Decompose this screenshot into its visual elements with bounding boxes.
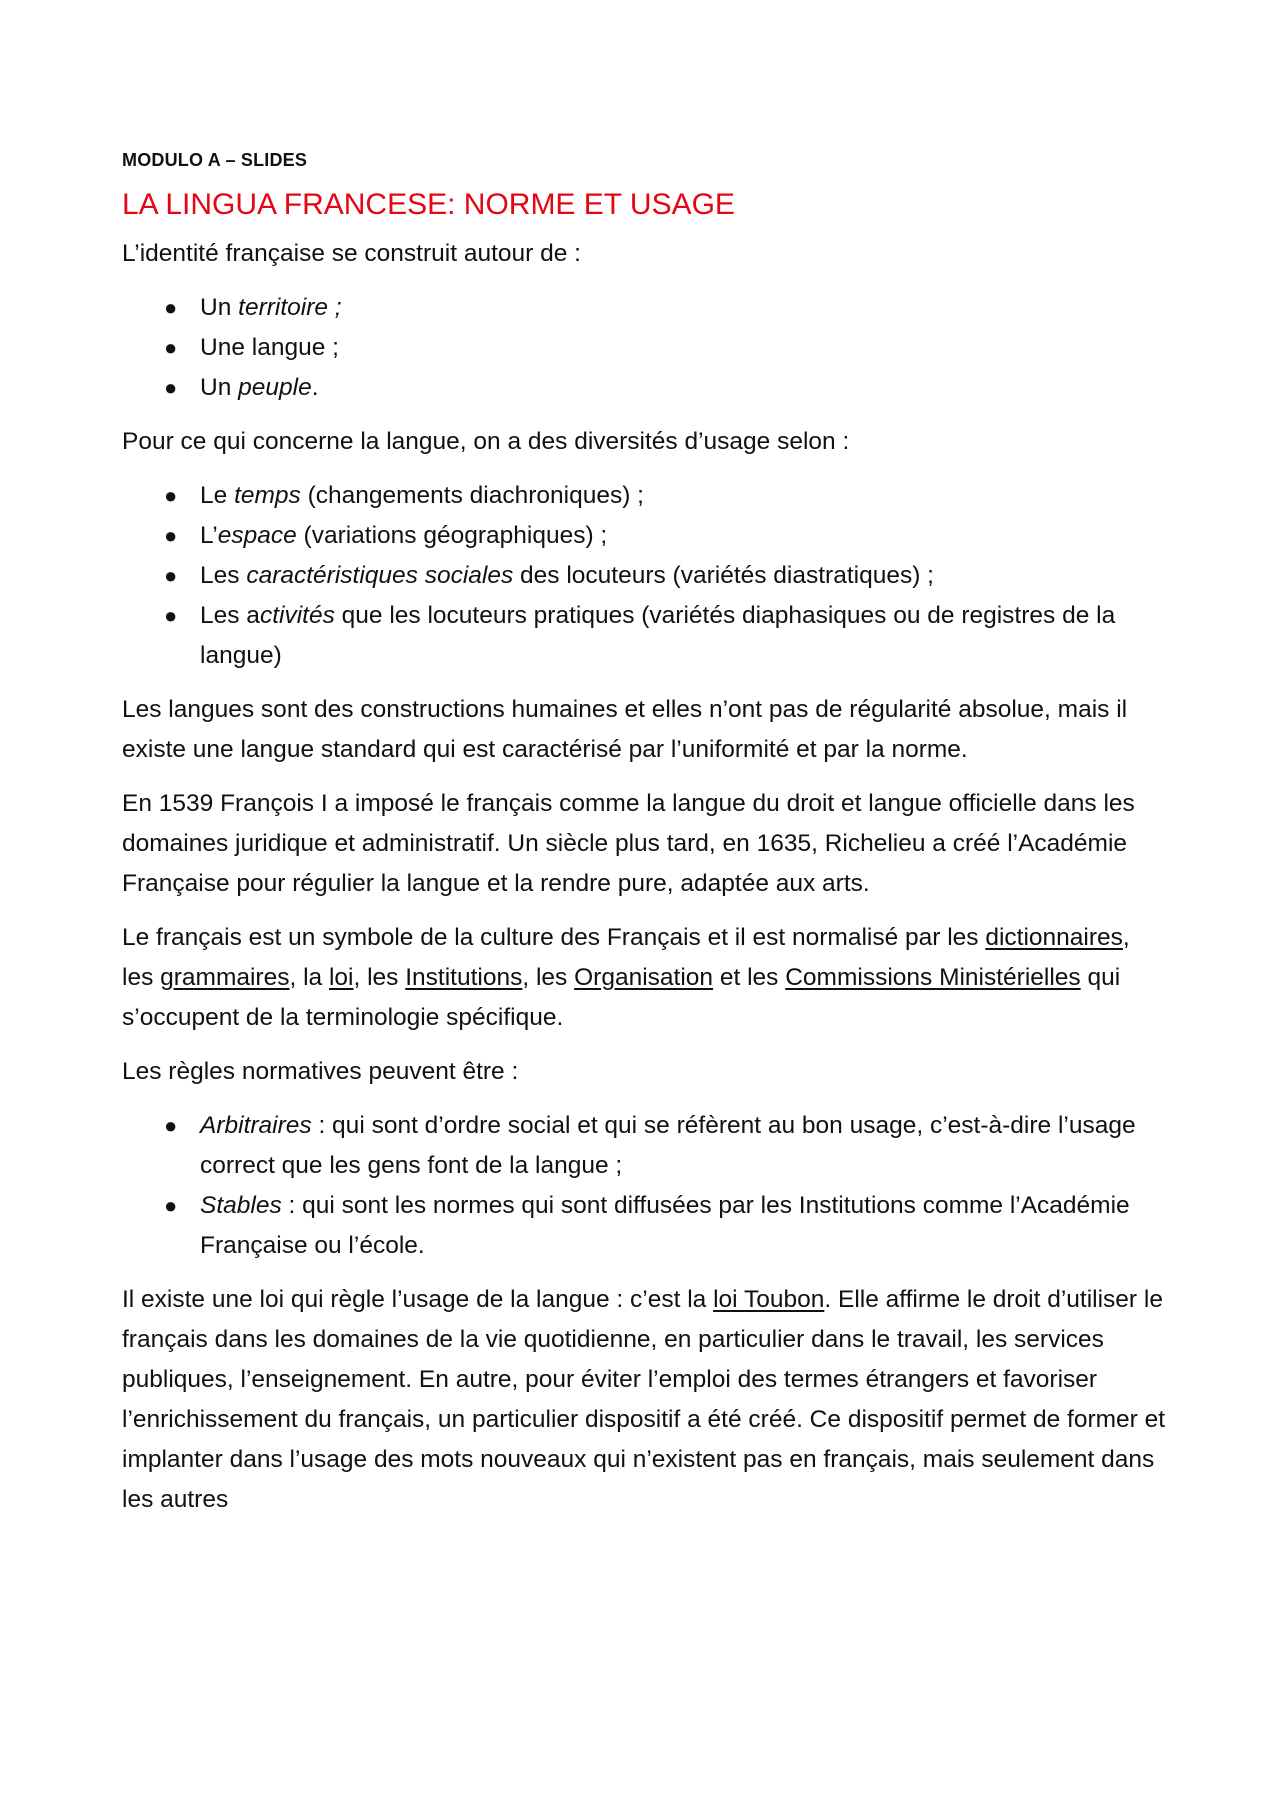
- underlined-term: Institutions: [405, 964, 523, 991]
- bullet-icon: ●: [164, 335, 178, 360]
- underlined-term: Organisation: [574, 964, 714, 991]
- bullet-icon: ●: [164, 523, 178, 548]
- list-item: ● Un peuple.: [122, 368, 1167, 408]
- bullet-icon: ●: [164, 295, 178, 320]
- list-item: ● L’espace (variations géographiques) ;: [122, 516, 1167, 556]
- bullet-icon: ●: [164, 483, 178, 508]
- bullet-icon: ●: [164, 1113, 178, 1138]
- rules-intro: Les règles normatives peuvent être :: [122, 1058, 519, 1085]
- paragraph-symbol: Le français est un symbole de la culture des Français et il est normalisé par les dictionnaires, les grammaires, la loi, les Institutions, les Organisation et les Commissions Ministérielles qui s’occupent de la terminologie spécifique.: [122, 924, 1130, 1031]
- identity-intro: L’identité française se construit autour de :: [122, 240, 581, 267]
- module-header: MODULO A – SLIDES: [122, 150, 308, 170]
- usage-list: [122, 476, 1167, 676]
- bullet-icon: ●: [164, 375, 178, 400]
- paragraph-history: En 1539 François I a imposé le français comme la langue du droit et langue officielle dans les domaines juridique et administratif. Un siècle plus tard, en 1635, Richelieu a créé l’Académie Française pour régulier la langue et la rendre pure, adaptée aux arts.: [122, 790, 1135, 897]
- identity-list: [122, 288, 1167, 408]
- list-item: ● Les caractéristiques sociales des locuteurs (variétés diastratiques) ;: [122, 556, 1167, 596]
- list-item: ● Stables : qui sont les normes qui sont diffusées par les Institutions comme l’Académie Française ou l’école.: [122, 1186, 1167, 1266]
- document-title: LA LINGUA FRANCESE: NORME ET USAGE: [122, 188, 735, 221]
- list-item: ● Arbitraires : qui sont d’ordre social et qui se réfèrent au bon usage, c’est-à-dire l’usage correct que les gens font de la langue ;: [122, 1106, 1167, 1186]
- paragraph-standard-language: Les langues sont des constructions humaines et elles n’ont pas de régularité absolue, mais il existe une langue standard qui est caractérisé par l’uniformité et par la norme.: [122, 696, 1128, 763]
- list-item: ● Une langue ;: [122, 328, 1167, 368]
- list-item: ● Les activités que les locuteurs pratiques (variétés diaphasiques ou de registres de la langue): [122, 596, 1167, 676]
- list-item: ● Le temps (changements diachroniques) ;: [122, 476, 1167, 516]
- list-item: ● Un territoire ;: [122, 288, 1167, 328]
- underlined-term: loi: [328, 964, 354, 991]
- underlined-term: dictionnaires: [985, 924, 1123, 951]
- bullet-icon: ●: [164, 1193, 178, 1218]
- bullet-icon: ●: [164, 563, 178, 588]
- document-page: [122, 150, 1167, 1534]
- underlined-term: Commissions Ministérielles: [785, 964, 1081, 991]
- rules-list: [122, 1106, 1167, 1266]
- underlined-term: loi Toubon: [713, 1286, 825, 1313]
- usage-intro: Pour ce qui concerne la langue, on a des diversités d’usage selon :: [122, 428, 850, 455]
- bullet-icon: ●: [164, 603, 178, 628]
- underlined-term: grammaires: [160, 964, 290, 991]
- paragraph-toubon-law: Il existe une loi qui règle l’usage de la langue : c’est la loi Toubon. Elle affirme le droit d’utiliser le français dans les domaines de la vie quotidienne, en particulier dans le travail, les services publiques, l’enseignement. En autre, pour éviter l’emploi des termes étrangers et favoriser l’enrichissement du français, un particulier dispositif a été créé. Ce dispositif permet de former et implanter dans l’usage des mots nouveaux qui n’existent pas en français, mais seulement dans les autres: [122, 1286, 1166, 1513]
